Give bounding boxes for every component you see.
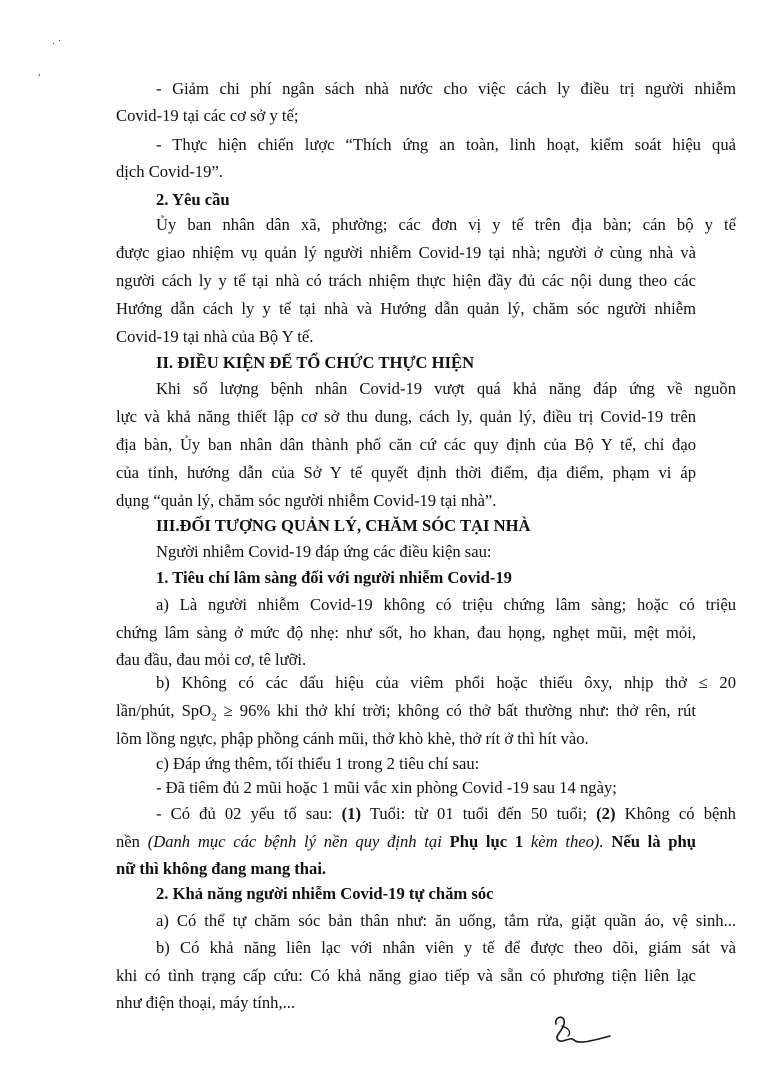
section-heading: 1. Tiêu chí lâm sàng đối với người nhiễm Covid-19 (156, 568, 512, 587)
paragraph-line: chứng lâm sàng ở mức độ nhẹ: như sốt, ho khan, đau họng, nghẹt mũi, mệt mỏi, (116, 623, 696, 642)
bold-span: Phụ lục 1 (449, 832, 524, 851)
paragraph-line: Covid-19 tại các cơ sở y tế; (116, 106, 299, 125)
paragraph-line (116, 700, 696, 728)
paragraph-line: Người nhiễm Covid-19 đáp ứng các điều kiện sau: (156, 542, 492, 561)
paragraph-line (156, 803, 736, 825)
paragraph-line: địa bàn, Ủy ban nhân dân thành phố căn cứ các quy định của Bộ Y tế, chỉ đạo (116, 435, 696, 454)
text-span: nền (116, 832, 148, 851)
bold-span: (2) (596, 804, 616, 823)
text-span: - Có đủ 02 yếu tố sau: (156, 804, 342, 823)
paragraph-line: Khi số lượng bệnh nhân Covid-19 vượt quá khả năng đáp ứng về nguồn (156, 379, 736, 398)
text-span: Không có bệnh (615, 804, 736, 823)
paragraph-line: Ủy ban nhân dân xã, phường; các đơn vị y tế trên địa bàn; cán bộ y tế (156, 215, 736, 234)
section-heading: 2. Yêu cầu (156, 190, 230, 209)
subscript: 2 (211, 711, 217, 724)
paragraph-line: - Đã tiêm đủ 2 mũi hoặc 1 mũi vắc xin phòng Covid -19 sau 14 ngày; (156, 778, 617, 797)
paragraph-line: b) Có khả năng liên lạc với nhân viên y tế để được theo dõi, giám sát và (156, 938, 736, 957)
paragraph-line: khi có tình trạng cấp cứu: Có khả năng giao tiếp và sẵn có phương tiện liên lạc (116, 966, 696, 985)
scan-speck: · ˙ (52, 39, 62, 50)
text-span: ≥ 96% khi thở khí trời; không có thở bất thường như: thở rên, rút (216, 701, 696, 720)
text-span: lần/phút, SpO (116, 701, 212, 720)
paragraph-line: người cách ly y tế tại nhà có trách nhiệm thực hiện đầy đủ các nội dung theo các (116, 271, 696, 290)
paragraph-line: Covid-19 tại nhà của Bộ Y tế. (116, 327, 314, 346)
section-heading: II. ĐIỀU KIỆN ĐỂ TỔ CHỨC THỰC HIỆN (156, 353, 475, 372)
paragraph-line: của tỉnh, hướng dẫn của Sở Y tế quyết định thời điểm, địa điểm, phạm vi áp (116, 463, 696, 482)
section-heading: III.ĐỐI TƯỢNG QUẢN LÝ, CHĂM SÓC TẠI NHÀ (156, 516, 531, 535)
paragraph-line: Hướng dẫn cách ly y tế tại nhà và Hướng dẫn quản lý, chăm sóc người nhiễm (116, 299, 696, 318)
initial-signature (548, 1010, 618, 1050)
italic-span: kèm theo). (523, 832, 604, 851)
paragraph-line: a) Là người nhiễm Covid-19 không có triệu chứng lâm sàng; hoặc có triệu (156, 595, 736, 614)
paragraph-line: dịch Covid-19”. (116, 162, 223, 181)
paragraph-line: a) Có thể tự chăm sóc bản thân như: ăn uống, tắm rửa, giặt quần áo, vệ sinh... (156, 911, 736, 930)
paragraph-line: lực và khả năng thiết lập cơ sở thu dung, cách ly, quản lý, điều trị Covid-19 trên (116, 407, 696, 426)
bold-span: (1) (341, 804, 361, 823)
italic-span: (Danh mục các bệnh lý nền quy định tại (147, 832, 450, 851)
paragraph-line: được giao nhiệm vụ quản lý người nhiễm Covid-19 tại nhà; người ở cùng nhà và (116, 243, 696, 262)
paragraph-line: - Giảm chi phí ngân sách nhà nước cho việc cách ly điều trị người nhiễm (156, 79, 736, 98)
paragraph-line: như điện thoại, máy tính,... (116, 993, 296, 1012)
text-span: Tuổi: từ 01 tuổi đến 50 tuổi; (360, 804, 597, 823)
paragraph-line: đau đầu, đau mỏi cơ, tê lưỡi. (116, 650, 307, 669)
paragraph-line: lõm lồng ngực, phập phồng cánh mũi, thở khò khè, thở rít ở thì hít vào. (116, 729, 589, 748)
bold-span: Nếu là phụ (603, 832, 696, 851)
scan-speck: , (38, 67, 41, 78)
paragraph-line: - Thực hiện chiến lược “Thích ứng an toàn, linh hoạt, kiểm soát hiệu quả (156, 135, 736, 154)
paragraph-line: nữ thì không đang mang thai. (116, 859, 327, 878)
section-heading: 2. Khả năng người nhiễm Covid-19 tự chăm sóc (156, 884, 494, 903)
paragraph-line (116, 831, 696, 853)
paragraph-line: c) Đáp ứng thêm, tối thiểu 1 trong 2 tiêu chí sau: (156, 754, 480, 773)
paragraph-line: dụng “quản lý, chăm sóc người nhiễm Covid-19 tại nhà”. (116, 491, 497, 510)
paragraph-line: b) Không có các dấu hiệu của viêm phổi hoặc thiếu ôxy, nhịp thở ≤ 20 (156, 673, 736, 692)
